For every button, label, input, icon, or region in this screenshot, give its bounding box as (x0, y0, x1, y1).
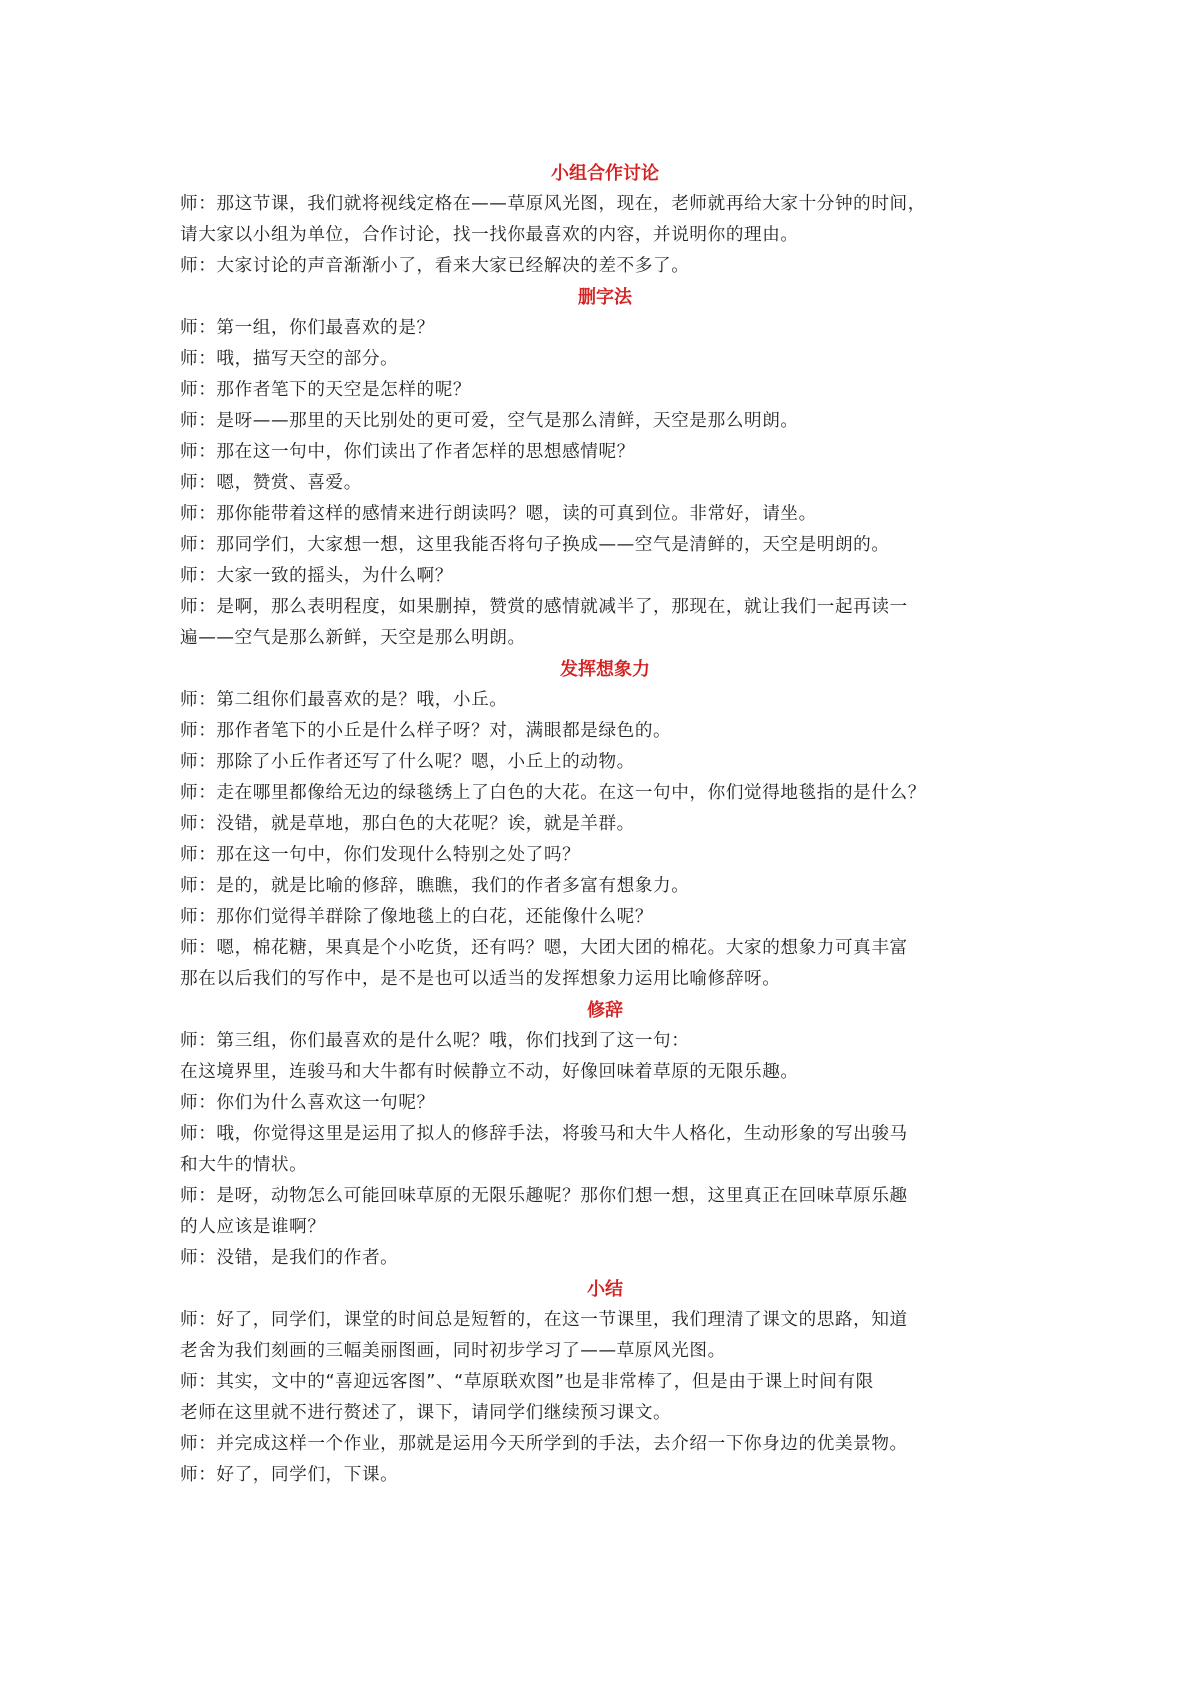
dialogue-line: 师：是啊，那么表明程度，如果删掉，赞赏的感情就减半了，那现在，就让我们一起再读一 (180, 597, 908, 617)
dialogue-line: 师：其实，文中的“喜迎远客图”、“草原联欢图”也是非常棒了，但是由于课上时间有限 (180, 1372, 874, 1392)
dialogue-line: 的人应该是谁啊？ (180, 1217, 326, 1237)
document-body (180, 158, 1030, 1491)
section-heading: 小结 (587, 1279, 623, 1300)
dialogue-line: 师：嗯，棉花糖，果真是个小吃货，还有吗？嗯，大团大团的棉花。大家的想象力可真丰富 (180, 938, 908, 958)
document-section (180, 282, 1030, 654)
dialogue-line: 师：大家一致的摇头，为什么啊？ (180, 566, 453, 586)
dialogue-line: 师：哦，描写天空的部分。 (180, 349, 399, 369)
section-heading: 修辞 (587, 1000, 623, 1021)
dialogue-line: 师：没错，就是草地，那白色的大花呢？诶，就是羊群。 (180, 814, 635, 834)
dialogue-line: 师：那这节课，我们就将视线定格在——草原风光图，现在，老师就再给大家十分钟的时间， (180, 194, 926, 214)
section-heading: 发挥想象力 (560, 659, 650, 680)
dialogue-line: 那在以后我们的写作中，是不是也可以适当的发挥想象力运用比喻修辞呀。 (180, 969, 781, 989)
dialogue-line: 师：那除了小丘作者还写了什么呢？嗯，小丘上的动物。 (180, 752, 635, 772)
dialogue-line: 遍——空气是那么新鲜，天空是那么明朗。 (180, 628, 526, 648)
dialogue-line: 师：那同学们，大家想一想，这里我能否将句子换成——空气是清鲜的，天空是明朗的。 (180, 535, 890, 555)
dialogue-line: 师：第一组，你们最喜欢的是？ (180, 318, 435, 338)
document-section (180, 654, 1030, 995)
document-section (180, 1274, 1030, 1491)
dialogue-line: 师：那作者笔下的小丘是什么样子呀？对，满眼都是绿色的。 (180, 721, 672, 741)
section-heading: 删字法 (578, 287, 632, 308)
dialogue-line: 师：你们为什么喜欢这一句呢？ (180, 1093, 435, 1113)
dialogue-line: 师：大家讨论的声音渐渐小了，看来大家已经解决的差不多了。 (180, 256, 690, 276)
dialogue-line: 师：那在这一句中，你们发现什么特别之处了吗？ (180, 845, 581, 865)
section-heading: 小组合作讨论 (551, 163, 659, 184)
dialogue-line: 师：嗯，赞赏、喜爱。 (180, 473, 362, 493)
dialogue-line: 师：并完成这样一个作业，那就是运用今天所学到的手法，去介绍一下你身边的优美景物。 (180, 1434, 908, 1454)
dialogue-line: 师：没错，是我们的作者。 (180, 1248, 399, 1268)
document-section (180, 158, 1030, 282)
dialogue-line: 和大牛的情状。 (180, 1155, 308, 1175)
dialogue-line: 师：走在哪里都像给无边的绿毯绣上了白色的大花。在这一句中，你们觉得地毯指的是什么？ (180, 783, 926, 803)
dialogue-line: 师：是呀，动物怎么可能回味草原的无限乐趣呢？那你们想一想，这里真正在回味草原乐趣 (180, 1186, 908, 1206)
dialogue-line: 师：好了，同学们，课堂的时间总是短暂的，在这一节课里，我们理清了课文的思路，知道 (180, 1310, 908, 1330)
dialogue-line: 师：那你能带着这样的感情来进行朗读吗？嗯，读的可真到位。非常好，请坐。 (180, 504, 817, 524)
dialogue-line: 师：那你们觉得羊群除了像地毯上的白花，还能像什么呢？ (180, 907, 654, 927)
dialogue-line: 在这境界里，连骏马和大牛都有时候静立不动，好像回味着草原的无限乐趣。 (180, 1062, 799, 1082)
dialogue-line: 师：那在这一句中，你们读出了作者怎样的思想感情呢？ (180, 442, 635, 462)
dialogue-line: 师：是的，就是比喻的修辞，瞧瞧，我们的作者多富有想象力。 (180, 876, 690, 896)
dialogue-line: 师：第二组你们最喜欢的是？哦，小丘。 (180, 690, 508, 710)
dialogue-line: 请大家以小组为单位，合作讨论，找一找你最喜欢的内容，并说明你的理由。 (180, 225, 799, 245)
dialogue-line: 师：那作者笔下的天空是怎样的呢？ (180, 380, 472, 400)
dialogue-line: 师：好了，同学们，下课。 (180, 1465, 399, 1485)
document-section (180, 995, 1030, 1274)
dialogue-line: 老师在这里就不进行赘述了，课下，请同学们继续预习课文。 (180, 1403, 672, 1423)
dialogue-line: 老舍为我们刻画的三幅美丽图画，同时初步学习了——草原风光图。 (180, 1341, 726, 1361)
dialogue-line: 师：哦，你觉得这里是运用了拟人的修辞手法，将骏马和大牛人格化，生动形象的写出骏马 (180, 1124, 908, 1144)
dialogue-line: 师：第三组，你们最喜欢的是什么呢？哦，你们找到了这一句： (180, 1031, 690, 1051)
dialogue-line: 师：是呀——那里的天比别处的更可爱，空气是那么清鲜，天空是那么明朗。 (180, 411, 799, 431)
